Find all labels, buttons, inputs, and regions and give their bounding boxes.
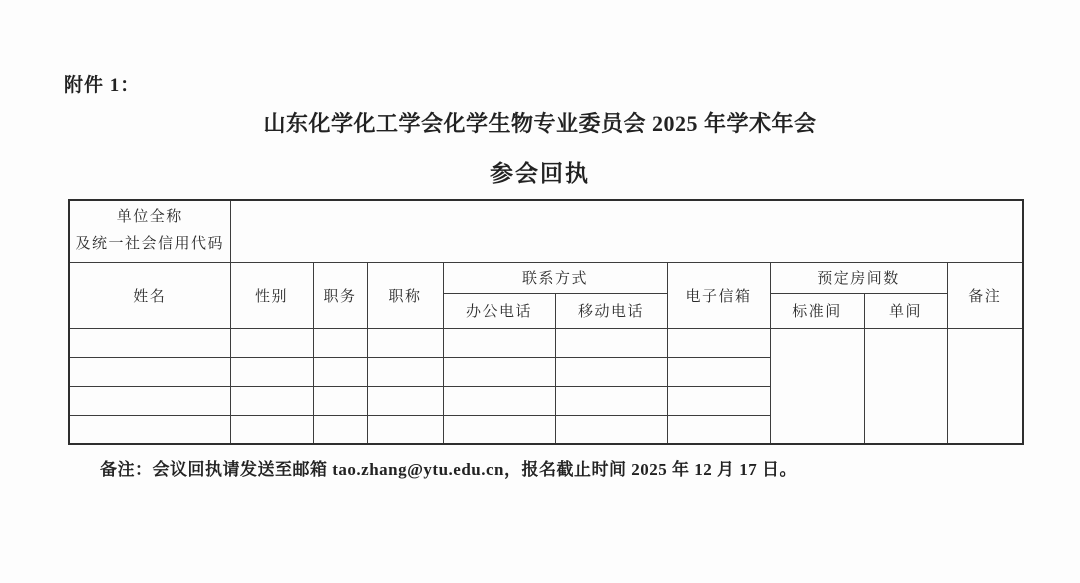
entry-cell-gender[interactable]	[230, 386, 313, 415]
header-duty: 职务	[313, 262, 367, 328]
entry-cell-office-phone[interactable]	[443, 328, 555, 357]
header-row-top	[69, 262, 1023, 293]
entry-cell-mobile-phone[interactable]	[555, 328, 667, 357]
entry-cell-mobile-phone[interactable]	[555, 357, 667, 386]
header-gender: 性别	[230, 262, 313, 328]
document-subtitle: 参会回执	[490, 161, 590, 186]
header-contact-group: 联系方式	[443, 262, 667, 293]
entry-cell-mobile-phone[interactable]	[555, 386, 667, 415]
header-email: 电子信箱	[667, 262, 770, 328]
document-title: 山东化学化工学会化学生物专业委员会 2025 年学术年会	[263, 111, 817, 136]
entry-cell-standard-room[interactable]	[770, 328, 864, 444]
entry-cell-gender[interactable]	[230, 415, 313, 444]
entry-cell-duty[interactable]	[313, 328, 367, 357]
entry-cell-name[interactable]	[69, 386, 230, 415]
unit-name-label-line1: 单位全称	[116, 209, 183, 226]
entry-cell-name[interactable]	[69, 415, 230, 444]
entry-cell-job-title[interactable]	[367, 357, 443, 386]
entry-cell-gender[interactable]	[230, 357, 313, 386]
header-single-room: 单间	[864, 293, 947, 328]
unit-name-label-line2: 及统一社会信用代码	[75, 236, 224, 253]
entry-cell-office-phone[interactable]	[443, 386, 555, 415]
entry-cell-single-room[interactable]	[864, 328, 947, 444]
entry-cell-office-phone[interactable]	[443, 415, 555, 444]
entry-cell-gender[interactable]	[230, 328, 313, 357]
entry-cell-duty[interactable]	[313, 357, 367, 386]
entry-cell-duty[interactable]	[313, 386, 367, 415]
header-office-phone: 办公电话	[443, 293, 555, 328]
header-name: 姓名	[69, 262, 230, 328]
entry-cell-duty[interactable]	[313, 415, 367, 444]
unit-name-value-cell[interactable]	[230, 200, 1023, 262]
header-mobile-phone: 移动电话	[555, 293, 667, 328]
entry-cell-email[interactable]	[667, 328, 770, 357]
attachment-label: 附件 1：	[64, 75, 141, 96]
entry-cell-job-title[interactable]	[367, 386, 443, 415]
entry-row	[69, 328, 1023, 357]
entry-cell-mobile-phone[interactable]	[555, 415, 667, 444]
entry-cell-office-phone[interactable]	[443, 357, 555, 386]
entry-cell-job-title[interactable]	[367, 328, 443, 357]
header-rooms-group: 预定房间数	[770, 262, 947, 293]
unit-name-label	[69, 200, 230, 262]
entry-cell-email[interactable]	[667, 415, 770, 444]
footnote: 备注：会议回执请发送至邮箱 tao.zhang@ytu.edu.cn，报名截止时间 2025 年 12 月 17 日。	[100, 460, 797, 479]
entry-cell-name[interactable]	[69, 357, 230, 386]
entry-cell-remarks[interactable]	[947, 328, 1023, 444]
reply-form-table	[68, 199, 1024, 445]
header-remarks: 备注	[947, 262, 1023, 328]
unit-row	[69, 200, 1023, 262]
entry-cell-name[interactable]	[69, 328, 230, 357]
entry-cell-email[interactable]	[667, 357, 770, 386]
header-standard-room: 标准间	[770, 293, 864, 328]
header-job-title: 职称	[367, 262, 443, 328]
entry-cell-job-title[interactable]	[367, 415, 443, 444]
entry-cell-email[interactable]	[667, 386, 770, 415]
